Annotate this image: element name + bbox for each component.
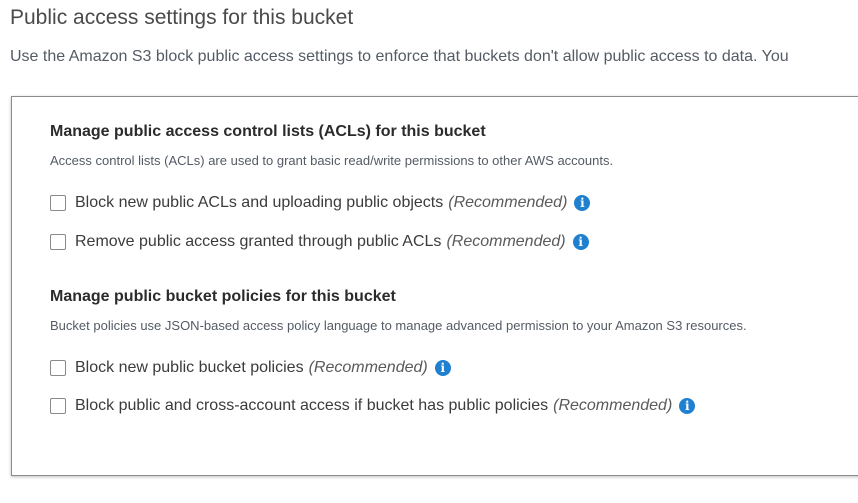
info-icon[interactable]: i xyxy=(435,360,451,376)
section-description-acls: Access control lists (ACLs) are used to grant basic read/write permissions to other AWS accounts. xyxy=(50,153,614,168)
recommended-note: (Recommended) xyxy=(308,359,428,376)
option-block-new-public-acls[interactable] xyxy=(50,194,590,212)
recommended-note: (Recommended) xyxy=(448,194,568,211)
settings-panel xyxy=(11,96,858,476)
option-label: Block new public ACLs and uploading public objects xyxy=(75,194,444,211)
recommended-note: (Recommended) xyxy=(553,397,673,414)
option-label: Remove public access granted through public ACLs xyxy=(75,233,442,250)
block-new-public-policies-checkbox[interactable] xyxy=(50,360,66,376)
page-description: Use the Amazon S3 block public access settings to enforce that buckets don't allow public access to data. You xyxy=(10,48,789,65)
section-title-acls: Manage public access control lists (ACLs) for this bucket xyxy=(50,123,486,140)
option-block-cross-account-access[interactable] xyxy=(50,397,695,415)
info-icon[interactable]: i xyxy=(679,398,695,414)
remove-public-acls-checkbox[interactable] xyxy=(50,234,66,250)
section-title-bucket-policies: Manage public bucket policies for this bucket xyxy=(50,288,396,305)
recommended-note: (Recommended) xyxy=(446,233,566,250)
block-new-public-acls-checkbox[interactable] xyxy=(50,195,66,211)
section-description-bucket-policies: Bucket policies use JSON-based access policy language to manage advanced permission to your Amazon S3 resources. xyxy=(50,318,747,333)
block-cross-account-access-checkbox[interactable] xyxy=(50,398,66,414)
option-label: Block new public bucket policies xyxy=(75,359,304,376)
option-remove-public-acls[interactable] xyxy=(50,233,589,251)
page-title: Public access settings for this bucket xyxy=(10,6,354,29)
info-icon[interactable]: i xyxy=(574,195,590,211)
info-icon[interactable]: i xyxy=(573,234,589,250)
option-block-new-public-policies[interactable] xyxy=(50,359,451,377)
option-label: Block public and cross-account access if bucket has public policies xyxy=(75,397,549,414)
